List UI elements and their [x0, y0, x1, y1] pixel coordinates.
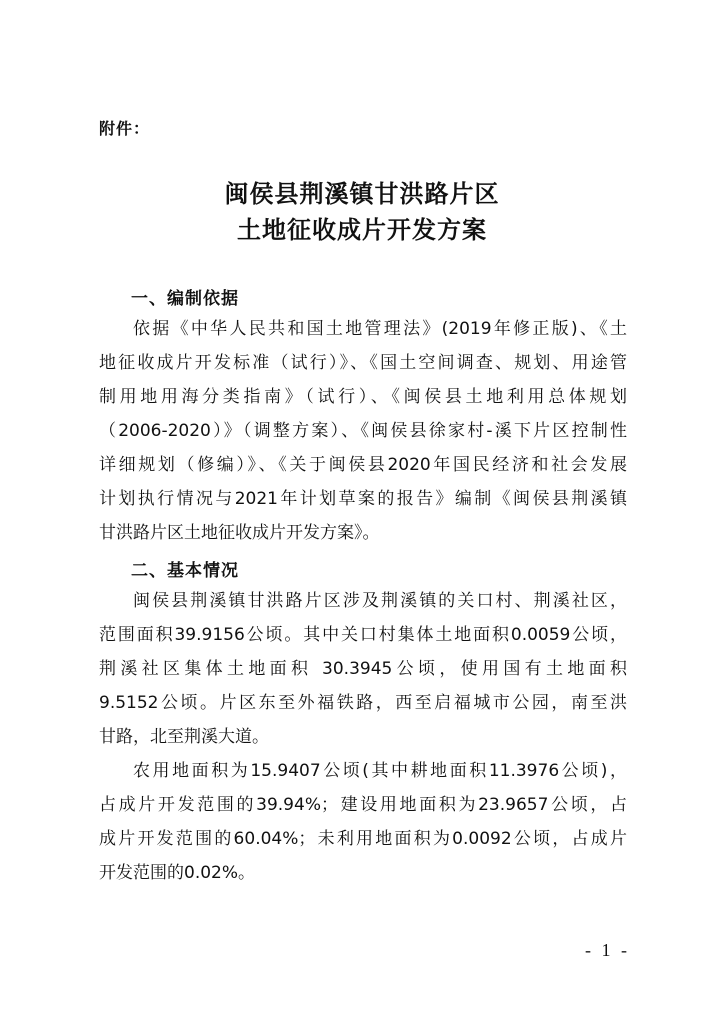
paragraph-line: 农用地面积为15.9407公顷(其中耕地面积11.3976公顷)， — [133, 761, 627, 781]
paragraph-line: 详细规划（修编）》、《关于闽侯县2020年国民经济和社会发展 — [99, 455, 627, 475]
paragraph-line: （2006-2020）》（调整方案）、《闽侯县徐家村-溪下片区控制性 — [99, 421, 627, 441]
paragraph-line: 9.5152公顷。片区东至外福铁路，西至启福城市公园，南至洪 — [99, 693, 627, 713]
paragraph-line: 计划执行情况与2021年计划草案的报告》编制《闽侯县荆溪镇 — [99, 489, 627, 509]
section-heading-basis: 一、编制依据 — [131, 289, 239, 309]
paragraph-line: 甘路，北至荆溪大道。 — [99, 727, 269, 747]
section-heading-basic-info: 二、基本情况 — [131, 561, 239, 581]
paragraph-line: 地征收成片开发标准（试行）》、《国土空间调查、规划、用途管 — [99, 353, 627, 373]
paragraph-line: 范围面积39.9156公顷。其中关口村集体土地面积0.0059公顷， — [99, 625, 627, 645]
document-title-line-2: 土地征收成片开发方案 — [237, 215, 487, 244]
paragraph-line: 成片开发范围的60.04%；未利用地面积为0.0092公顷，占成片 — [99, 829, 627, 849]
attachment-label: 附件： — [99, 119, 151, 138]
paragraph-line: 制用地用海分类指南》（试行）、《闽侯县土地利用总体规划 — [99, 387, 627, 407]
paragraph-line: 甘洪路片区土地征收成片开发方案》。 — [99, 523, 380, 543]
paragraph-line: 荆溪社区集体土地面积 30.3945公顷，使用国有土地面积 — [99, 659, 627, 679]
paragraph-line: 占成片开发范围的39.94%；建设用地面积为23.9657公顷，占 — [99, 795, 627, 815]
document-title-line-1: 闽侯县荆溪镇甘洪路片区 — [224, 179, 500, 208]
paragraph-line: 依据《中华人民共和国土地管理法》(2019年修正版)、《土 — [133, 319, 627, 339]
paragraph-line: 开发范围的0.02%。 — [99, 863, 256, 883]
paragraph-line: 闽侯县荆溪镇甘洪路片区涉及荆溪镇的关口村、荆溪社区， — [133, 591, 627, 611]
page-number: - 1 - — [585, 940, 630, 960]
